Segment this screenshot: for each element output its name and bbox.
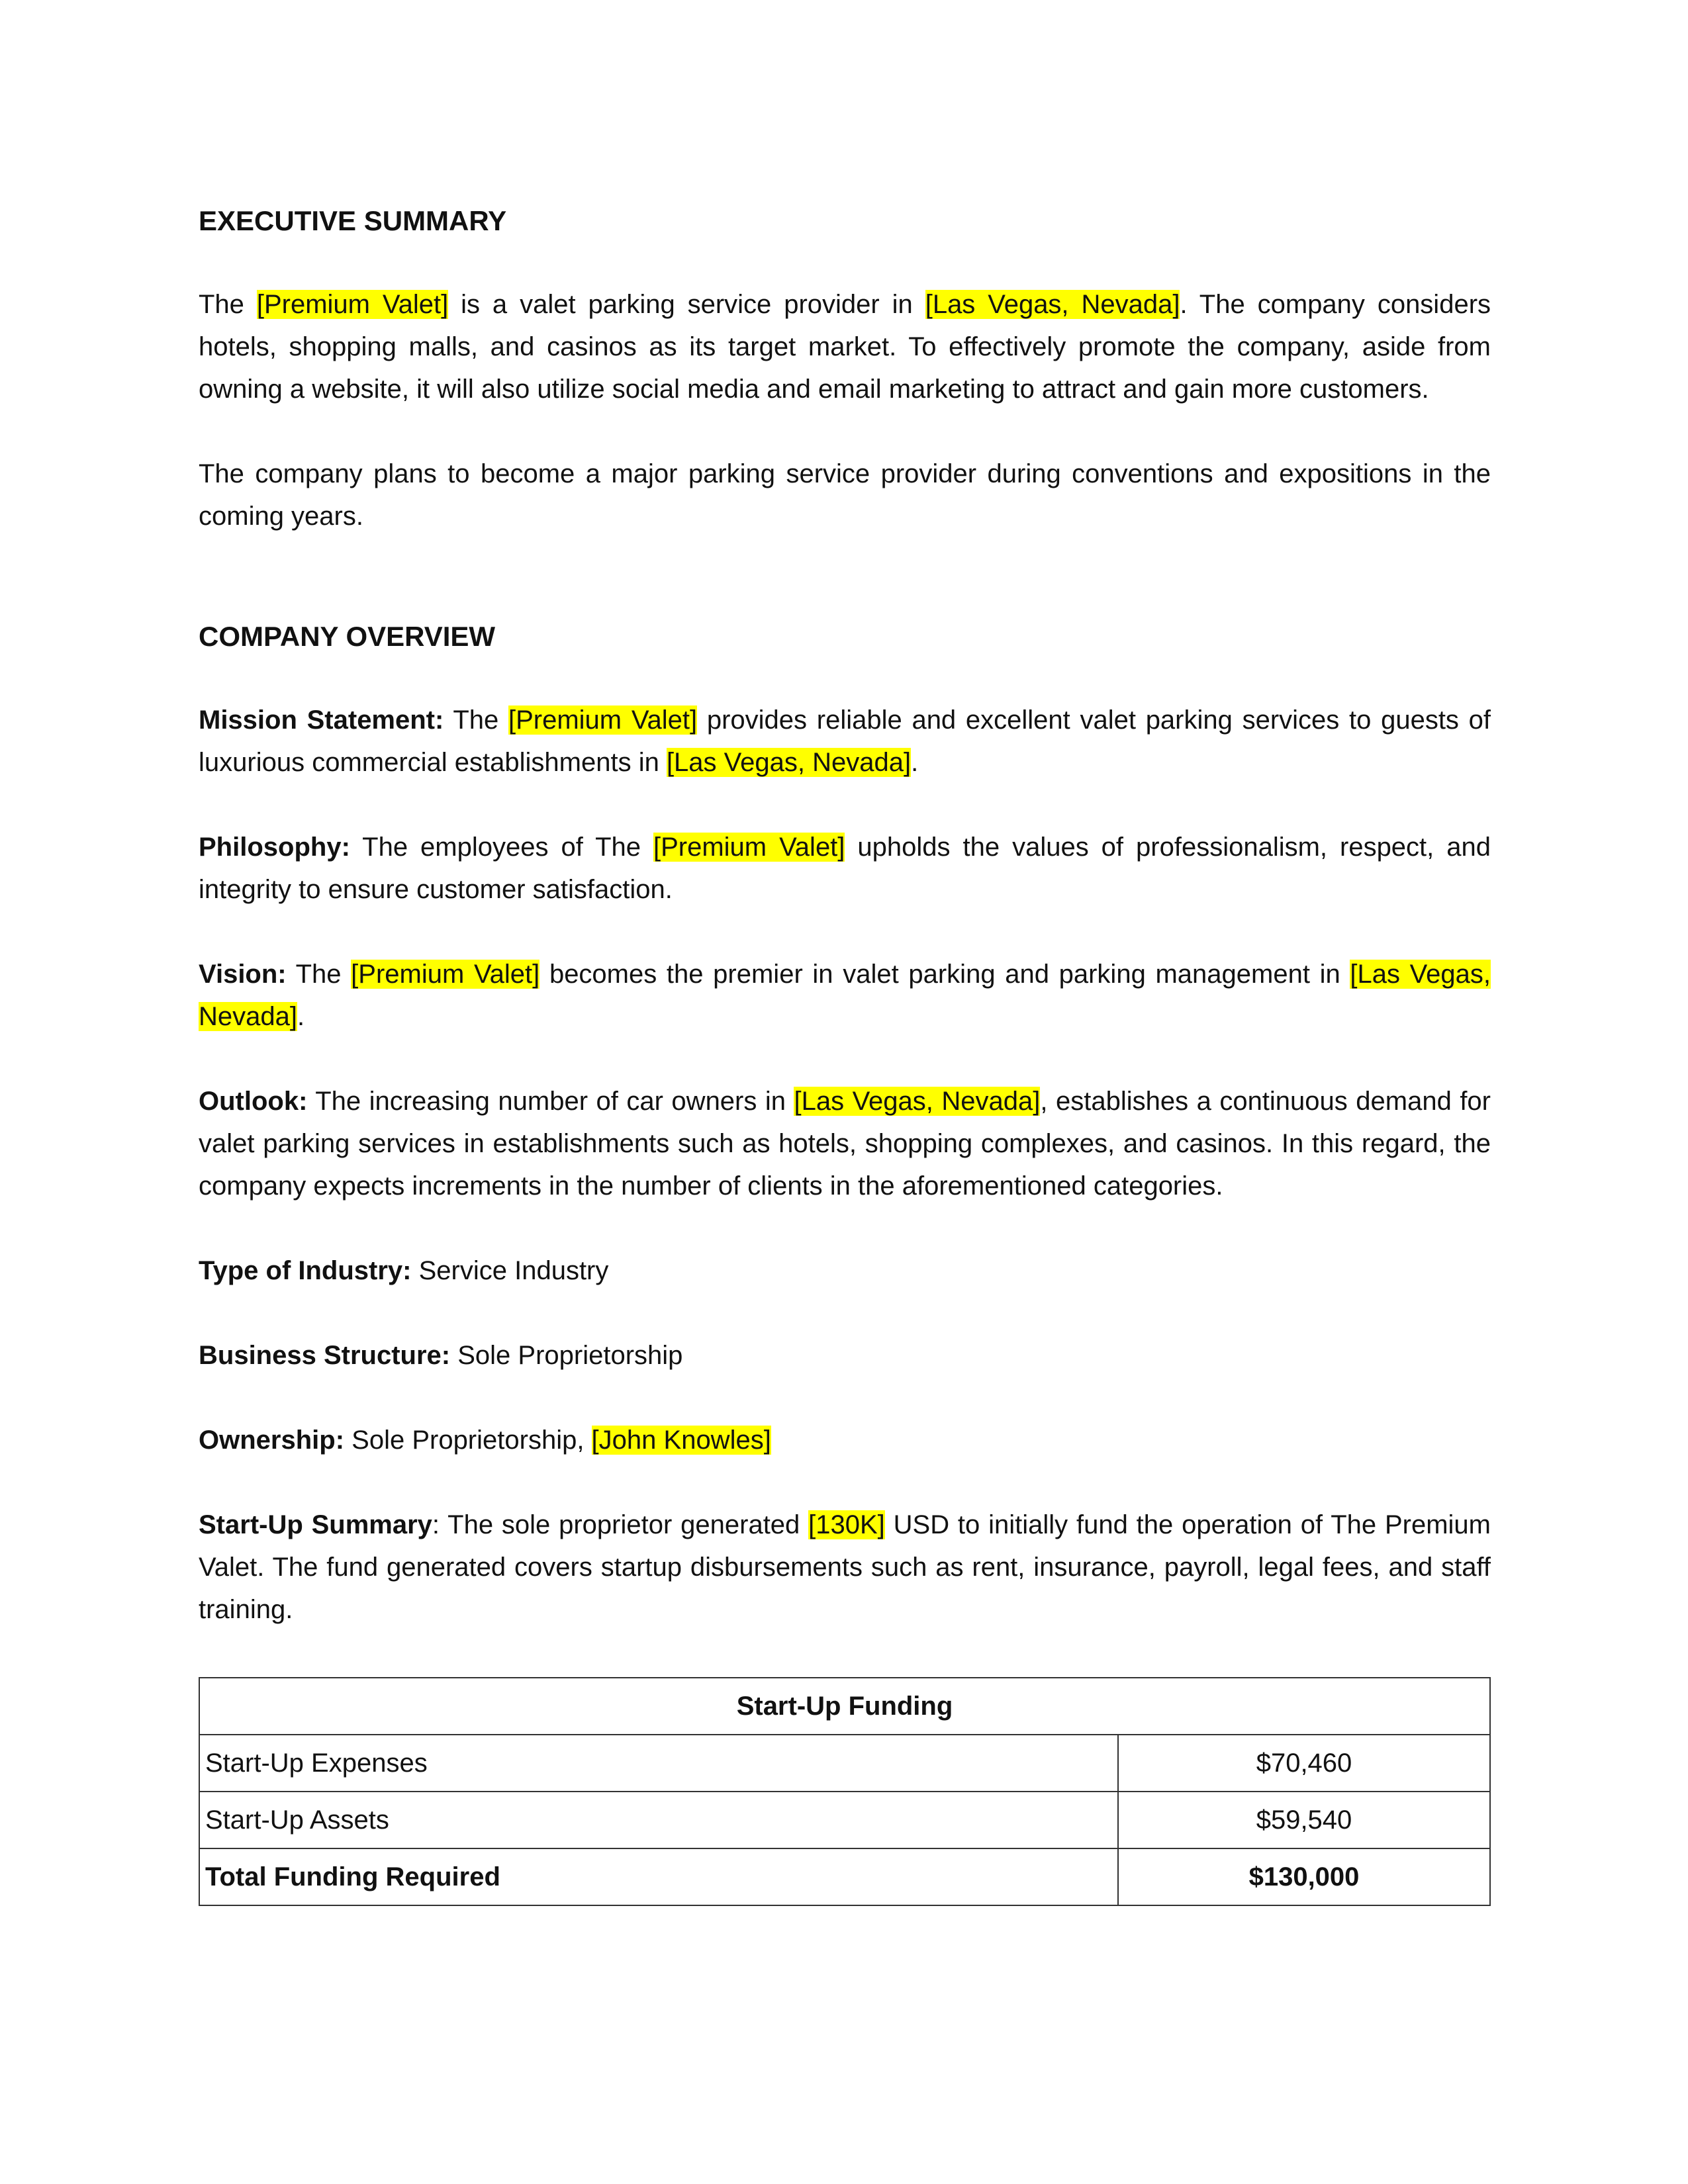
- text-run: .: [911, 748, 919, 777]
- text-run: : The sole proprietor generated: [432, 1510, 809, 1539]
- text-run: The: [444, 705, 508, 735]
- highlight-company-name: [Premium Valet]: [256, 290, 449, 319]
- highlight-location: [Las Vegas, Nevada]: [925, 290, 1180, 319]
- table-total-row: [199, 1848, 1490, 1905]
- text-run: . The company considers hotels, shopping malls, and casinos as its target market. To effectively promote the company, aside from owning a website, it will also utilize social media and email marketing to attract and gain more customers.: [199, 290, 1491, 404]
- industry-label: Type of Industry:: [199, 1256, 412, 1285]
- highlight-funding-amount: [130K]: [808, 1510, 885, 1539]
- startup-summary: [199, 1504, 1491, 1631]
- structure-label: Business Structure:: [199, 1341, 451, 1370]
- total-label: Total Funding Required: [199, 1848, 1118, 1905]
- table-row: [199, 1735, 1490, 1792]
- startup-funding-table: [199, 1677, 1491, 1906]
- text-run: The: [199, 290, 257, 319]
- text-run: provides reliable and excellent valet parking services to guests of luxurious commercial establishments in: [199, 705, 1491, 777]
- ownership: [199, 1419, 1491, 1461]
- row-value: $59,540: [1118, 1792, 1490, 1848]
- structure-value: Sole Proprietorship: [450, 1341, 683, 1370]
- vision: [199, 953, 1491, 1038]
- row-label: Start-Up Expenses: [199, 1735, 1118, 1792]
- table-header-row: [199, 1678, 1490, 1735]
- highlight-company-name: [Premium Valet]: [653, 833, 845, 862]
- outlook: [199, 1080, 1491, 1207]
- type-of-industry: [199, 1250, 1491, 1292]
- highlight-owner-name: [John Knowles]: [591, 1426, 771, 1455]
- executive-summary-paragraph-1: [199, 283, 1491, 410]
- total-value: $130,000: [1118, 1848, 1490, 1905]
- outlook-label: Outlook:: [199, 1087, 308, 1116]
- vision-label: Vision:: [199, 960, 287, 989]
- executive-summary-heading: EXECUTIVE SUMMARY: [199, 205, 507, 236]
- philosophy: [199, 826, 1491, 911]
- highlight-location: [Las Vegas, Nevada]: [199, 960, 1491, 1031]
- text-run: USD to initially fund the operation of The Premium Valet. The fund generated covers startup disbursements such as rent, insurance, payroll, legal fees, and staff training.: [199, 1510, 1491, 1624]
- document-page: [199, 199, 1491, 1906]
- text-run: Sole Proprietorship,: [344, 1426, 592, 1455]
- text-run: .: [297, 1002, 305, 1031]
- table-title: Start-Up Funding: [199, 1678, 1490, 1735]
- company-overview-heading: COMPANY OVERVIEW: [199, 621, 496, 652]
- highlight-company-name: [Premium Valet]: [508, 705, 698, 735]
- executive-summary-paragraph-2: The company plans to become a major parking service provider during conventions and expositions in the coming years.: [199, 459, 1491, 531]
- text-run: , establishes a continuous demand for valet parking services in establishments such as hotels, shopping complexes, and casinos. In this regard, the company expects increments in the number of clients in the aforementioned categories.: [199, 1087, 1491, 1201]
- text-run: is a valet parking service provider in: [448, 290, 925, 319]
- philosophy-label: Philosophy:: [199, 833, 350, 862]
- text-run: The employees of The: [350, 833, 653, 862]
- highlight-location: [Las Vegas, Nevada]: [794, 1087, 1041, 1116]
- text-run: The increasing number of car owners in: [307, 1087, 794, 1116]
- text-run: becomes the premier in valet parking and parking management in: [539, 960, 1350, 989]
- text-run: upholds the values of professionalism, respect, and integrity to ensure customer satisfaction.: [199, 833, 1491, 904]
- mission-label: Mission Statement:: [199, 705, 444, 735]
- highlight-location: [Las Vegas, Nevada]: [666, 748, 912, 777]
- highlight-company-name: [Premium Valet]: [351, 960, 540, 989]
- business-structure: [199, 1334, 1491, 1377]
- table-row: [199, 1792, 1490, 1848]
- mission-statement: [199, 699, 1491, 784]
- startup-label: Start-Up Summary: [199, 1510, 432, 1539]
- row-value: $70,460: [1118, 1735, 1490, 1792]
- row-label: Start-Up Assets: [199, 1792, 1118, 1848]
- text-run: The: [286, 960, 352, 989]
- industry-value: Service Industry: [411, 1256, 609, 1285]
- ownership-label: Ownership:: [199, 1426, 345, 1455]
